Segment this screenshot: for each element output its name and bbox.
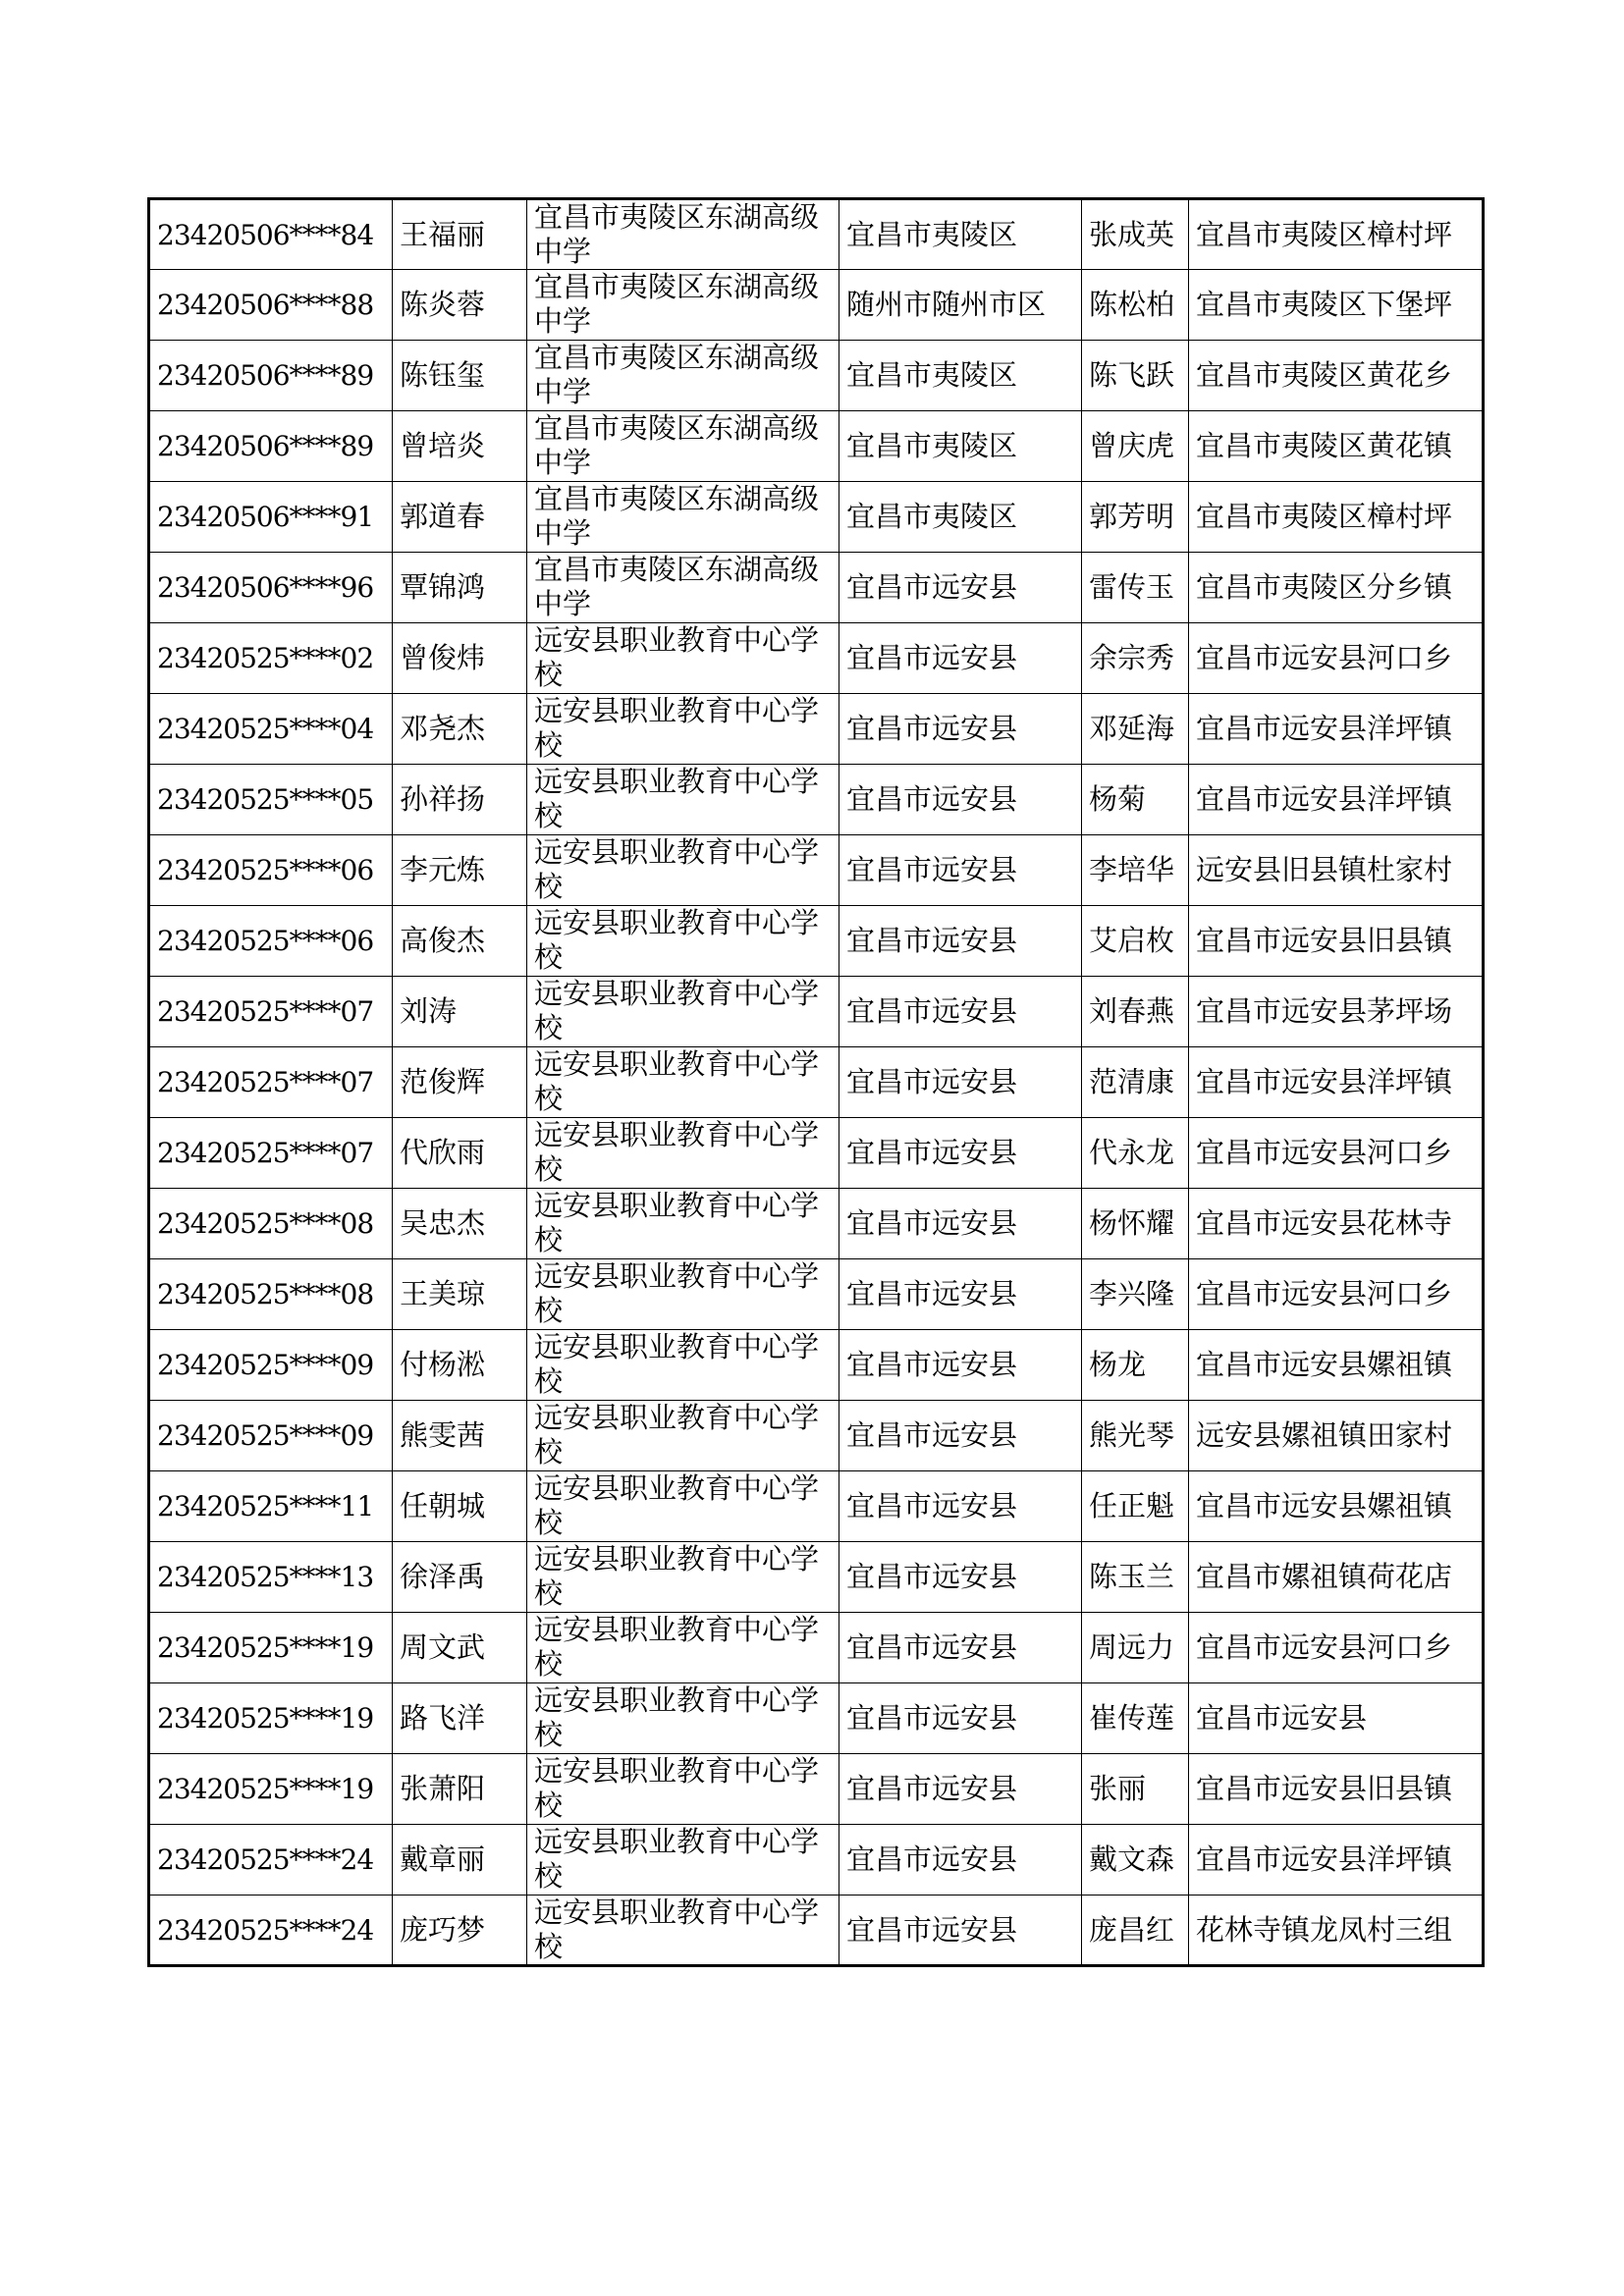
student-name-cell: 孙祥扬 xyxy=(393,765,527,835)
student-name-cell: 吴忠杰 xyxy=(393,1189,527,1259)
student-name-cell: 刘涛 xyxy=(393,977,527,1047)
guardian-name-cell: 熊光琴 xyxy=(1082,1401,1189,1471)
student-name-cell: 王福丽 xyxy=(393,199,527,270)
guardian-name-cell: 杨菊 xyxy=(1082,765,1189,835)
student-name-cell: 周文武 xyxy=(393,1613,527,1683)
address-cell: 宜昌市远安县洋坪镇 xyxy=(1189,1047,1484,1118)
table-row xyxy=(149,270,1484,341)
region-cell: 宜昌市夷陵区 xyxy=(839,411,1082,482)
school-cell: 远安县职业教育中心学校 xyxy=(527,1754,839,1825)
guardian-name-cell: 郭芳明 xyxy=(1082,482,1189,553)
student-name-cell: 覃锦鸿 xyxy=(393,553,527,623)
id-cell: 23420525****04 xyxy=(149,694,393,765)
guardian-name-cell: 陈飞跃 xyxy=(1082,341,1189,411)
table-row xyxy=(149,1189,1484,1259)
student-name-cell: 陈炎蓉 xyxy=(393,270,527,341)
table-row xyxy=(149,1330,1484,1401)
table-row xyxy=(149,1825,1484,1896)
table-row xyxy=(149,623,1484,694)
region-cell: 宜昌市远安县 xyxy=(839,1118,1082,1189)
address-cell: 宜昌市远安县河口乡 xyxy=(1189,623,1484,694)
id-cell: 23420525****08 xyxy=(149,1259,393,1330)
id-cell: 23420525****06 xyxy=(149,835,393,906)
school-cell: 远安县职业教育中心学校 xyxy=(527,977,839,1047)
guardian-name-cell: 艾启枚 xyxy=(1082,906,1189,977)
student-name-cell: 邓尧杰 xyxy=(393,694,527,765)
table-row xyxy=(149,1896,1484,1966)
school-cell: 远安县职业教育中心学校 xyxy=(527,1542,839,1613)
student-name-cell: 庞巧梦 xyxy=(393,1896,527,1966)
id-cell: 23420525****08 xyxy=(149,1189,393,1259)
address-cell: 宜昌市夷陵区樟村坪 xyxy=(1189,199,1484,270)
guardian-name-cell: 邓延海 xyxy=(1082,694,1189,765)
guardian-name-cell: 李兴隆 xyxy=(1082,1259,1189,1330)
student-name-cell: 郭道春 xyxy=(393,482,527,553)
address-cell: 宜昌市远安县旧县镇 xyxy=(1189,1754,1484,1825)
table-row xyxy=(149,411,1484,482)
guardian-name-cell: 刘春燕 xyxy=(1082,977,1189,1047)
region-cell: 宜昌市远安县 xyxy=(839,1754,1082,1825)
guardian-name-cell: 张丽 xyxy=(1082,1754,1189,1825)
guardian-name-cell: 曾庆虎 xyxy=(1082,411,1189,482)
address-cell: 宜昌市夷陵区下堡坪 xyxy=(1189,270,1484,341)
table-row xyxy=(149,977,1484,1047)
guardian-name-cell: 雷传玉 xyxy=(1082,553,1189,623)
school-cell: 宜昌市夷陵区东湖高级中学 xyxy=(527,341,839,411)
school-cell: 远安县职业教育中心学校 xyxy=(527,694,839,765)
school-cell: 远安县职业教育中心学校 xyxy=(527,835,839,906)
id-cell: 23420506****89 xyxy=(149,411,393,482)
school-cell: 远安县职业教育中心学校 xyxy=(527,1047,839,1118)
school-cell: 远安县职业教育中心学校 xyxy=(527,1259,839,1330)
address-cell: 宜昌市远安县嫘祖镇 xyxy=(1189,1330,1484,1401)
address-cell: 宜昌市夷陵区黄花乡 xyxy=(1189,341,1484,411)
table-row xyxy=(149,765,1484,835)
guardian-name-cell: 杨怀耀 xyxy=(1082,1189,1189,1259)
address-cell: 宜昌市远安县嫘祖镇 xyxy=(1189,1471,1484,1542)
address-cell: 宜昌市远安县洋坪镇 xyxy=(1189,694,1484,765)
id-cell: 23420506****96 xyxy=(149,553,393,623)
guardian-name-cell: 余宗秀 xyxy=(1082,623,1189,694)
id-cell: 23420525****02 xyxy=(149,623,393,694)
table-row xyxy=(149,1401,1484,1471)
id-cell: 23420506****91 xyxy=(149,482,393,553)
school-cell: 远安县职业教育中心学校 xyxy=(527,1401,839,1471)
region-cell: 宜昌市远安县 xyxy=(839,977,1082,1047)
school-cell: 远安县职业教育中心学校 xyxy=(527,1613,839,1683)
student-name-cell: 王美琼 xyxy=(393,1259,527,1330)
school-cell: 远安县职业教育中心学校 xyxy=(527,1118,839,1189)
guardian-name-cell: 庞昌红 xyxy=(1082,1896,1189,1966)
school-cell: 宜昌市夷陵区东湖高级中学 xyxy=(527,411,839,482)
region-cell: 宜昌市远安县 xyxy=(839,1401,1082,1471)
id-cell: 23420506****88 xyxy=(149,270,393,341)
table-row xyxy=(149,1471,1484,1542)
student-name-cell: 代欣雨 xyxy=(393,1118,527,1189)
region-cell: 宜昌市远安县 xyxy=(839,835,1082,906)
student-name-cell: 任朝城 xyxy=(393,1471,527,1542)
guardian-name-cell: 张成英 xyxy=(1082,199,1189,270)
student-name-cell: 范俊辉 xyxy=(393,1047,527,1118)
region-cell: 宜昌市远安县 xyxy=(839,1330,1082,1401)
guardian-name-cell: 范清康 xyxy=(1082,1047,1189,1118)
address-cell: 宜昌市远安县河口乡 xyxy=(1189,1118,1484,1189)
id-cell: 23420525****07 xyxy=(149,1047,393,1118)
address-cell: 宜昌市夷陵区分乡镇 xyxy=(1189,553,1484,623)
id-cell: 23420525****09 xyxy=(149,1330,393,1401)
student-name-cell: 曾培炎 xyxy=(393,411,527,482)
guardian-name-cell: 陈玉兰 xyxy=(1082,1542,1189,1613)
student-name-cell: 熊雯茜 xyxy=(393,1401,527,1471)
id-cell: 23420525****19 xyxy=(149,1683,393,1754)
address-cell: 宜昌市远安县 xyxy=(1189,1683,1484,1754)
table-row xyxy=(149,553,1484,623)
school-cell: 宜昌市夷陵区东湖高级中学 xyxy=(527,482,839,553)
region-cell: 宜昌市远安县 xyxy=(839,1471,1082,1542)
id-cell: 23420525****05 xyxy=(149,765,393,835)
id-cell: 23420525****07 xyxy=(149,977,393,1047)
region-cell: 宜昌市远安县 xyxy=(839,1542,1082,1613)
region-cell: 宜昌市夷陵区 xyxy=(839,199,1082,270)
school-cell: 远安县职业教育中心学校 xyxy=(527,1896,839,1966)
region-cell: 宜昌市夷陵区 xyxy=(839,341,1082,411)
id-cell: 23420506****84 xyxy=(149,199,393,270)
school-cell: 远安县职业教育中心学校 xyxy=(527,1330,839,1401)
id-cell: 23420525****19 xyxy=(149,1613,393,1683)
table-body xyxy=(149,199,1484,1966)
region-cell: 宜昌市远安县 xyxy=(839,553,1082,623)
region-cell: 宜昌市远安县 xyxy=(839,1259,1082,1330)
address-cell: 远安县旧县镇杜家村 xyxy=(1189,835,1484,906)
id-cell: 23420525****11 xyxy=(149,1471,393,1542)
table-row xyxy=(149,1754,1484,1825)
region-cell: 宜昌市远安县 xyxy=(839,1047,1082,1118)
table-row xyxy=(149,1613,1484,1683)
student-table xyxy=(147,197,1485,1967)
id-cell: 23420525****13 xyxy=(149,1542,393,1613)
id-cell: 23420525****24 xyxy=(149,1896,393,1966)
region-cell: 宜昌市远安县 xyxy=(839,1825,1082,1896)
guardian-name-cell: 周远力 xyxy=(1082,1613,1189,1683)
id-cell: 23420525****19 xyxy=(149,1754,393,1825)
guardian-name-cell: 任正魁 xyxy=(1082,1471,1189,1542)
address-cell: 宜昌市远安县旧县镇 xyxy=(1189,906,1484,977)
student-name-cell: 路飞洋 xyxy=(393,1683,527,1754)
region-cell: 宜昌市远安县 xyxy=(839,694,1082,765)
address-cell: 宜昌市远安县洋坪镇 xyxy=(1189,1825,1484,1896)
id-cell: 23420525****07 xyxy=(149,1118,393,1189)
student-name-cell: 张萧阳 xyxy=(393,1754,527,1825)
table-row xyxy=(149,1047,1484,1118)
table-row xyxy=(149,1118,1484,1189)
student-name-cell: 高俊杰 xyxy=(393,906,527,977)
table-row xyxy=(149,906,1484,977)
region-cell: 随州市随州市区 xyxy=(839,270,1082,341)
guardian-name-cell: 戴文森 xyxy=(1082,1825,1189,1896)
student-name-cell: 戴章丽 xyxy=(393,1825,527,1896)
student-name-cell: 付杨淞 xyxy=(393,1330,527,1401)
region-cell: 宜昌市远安县 xyxy=(839,623,1082,694)
region-cell: 宜昌市远安县 xyxy=(839,906,1082,977)
guardian-name-cell: 李培华 xyxy=(1082,835,1189,906)
table-row xyxy=(149,341,1484,411)
region-cell: 宜昌市远安县 xyxy=(839,1189,1082,1259)
address-cell: 远安县嫘祖镇田家村 xyxy=(1189,1401,1484,1471)
table-row xyxy=(149,199,1484,270)
school-cell: 远安县职业教育中心学校 xyxy=(527,765,839,835)
school-cell: 宜昌市夷陵区东湖高级中学 xyxy=(527,270,839,341)
guardian-name-cell: 代永龙 xyxy=(1082,1118,1189,1189)
address-cell: 宜昌市远安县河口乡 xyxy=(1189,1613,1484,1683)
guardian-name-cell: 杨龙 xyxy=(1082,1330,1189,1401)
school-cell: 远安县职业教育中心学校 xyxy=(527,1471,839,1542)
id-cell: 23420525****09 xyxy=(149,1401,393,1471)
id-cell: 23420525****06 xyxy=(149,906,393,977)
address-cell: 宜昌市远安县茅坪场 xyxy=(1189,977,1484,1047)
table-row xyxy=(149,1683,1484,1754)
table-row xyxy=(149,694,1484,765)
student-name-cell: 曾俊炜 xyxy=(393,623,527,694)
region-cell: 宜昌市夷陵区 xyxy=(839,482,1082,553)
guardian-name-cell: 陈松柏 xyxy=(1082,270,1189,341)
school-cell: 远安县职业教育中心学校 xyxy=(527,623,839,694)
school-cell: 远安县职业教育中心学校 xyxy=(527,1683,839,1754)
address-cell: 花林寺镇龙凤村三组 xyxy=(1189,1896,1484,1966)
region-cell: 宜昌市远安县 xyxy=(839,765,1082,835)
address-cell: 宜昌市远安县河口乡 xyxy=(1189,1259,1484,1330)
address-cell: 宜昌市夷陵区樟村坪 xyxy=(1189,482,1484,553)
table-row xyxy=(149,835,1484,906)
table-row xyxy=(149,1542,1484,1613)
id-cell: 23420506****89 xyxy=(149,341,393,411)
id-cell: 23420525****24 xyxy=(149,1825,393,1896)
address-cell: 宜昌市远安县洋坪镇 xyxy=(1189,765,1484,835)
address-cell: 宜昌市夷陵区黄花镇 xyxy=(1189,411,1484,482)
school-cell: 远安县职业教育中心学校 xyxy=(527,1825,839,1896)
region-cell: 宜昌市远安县 xyxy=(839,1896,1082,1966)
student-name-cell: 陈钰玺 xyxy=(393,341,527,411)
school-cell: 远安县职业教育中心学校 xyxy=(527,1189,839,1259)
school-cell: 宜昌市夷陵区东湖高级中学 xyxy=(527,553,839,623)
address-cell: 宜昌市远安县花林寺 xyxy=(1189,1189,1484,1259)
region-cell: 宜昌市远安县 xyxy=(839,1683,1082,1754)
table-row xyxy=(149,482,1484,553)
region-cell: 宜昌市远安县 xyxy=(839,1613,1082,1683)
school-cell: 远安县职业教育中心学校 xyxy=(527,906,839,977)
guardian-name-cell: 崔传莲 xyxy=(1082,1683,1189,1754)
student-name-cell: 徐泽禹 xyxy=(393,1542,527,1613)
table-row xyxy=(149,1259,1484,1330)
student-name-cell: 李元炼 xyxy=(393,835,527,906)
address-cell: 宜昌市嫘祖镇荷花店 xyxy=(1189,1542,1484,1613)
school-cell: 宜昌市夷陵区东湖高级中学 xyxy=(527,199,839,270)
